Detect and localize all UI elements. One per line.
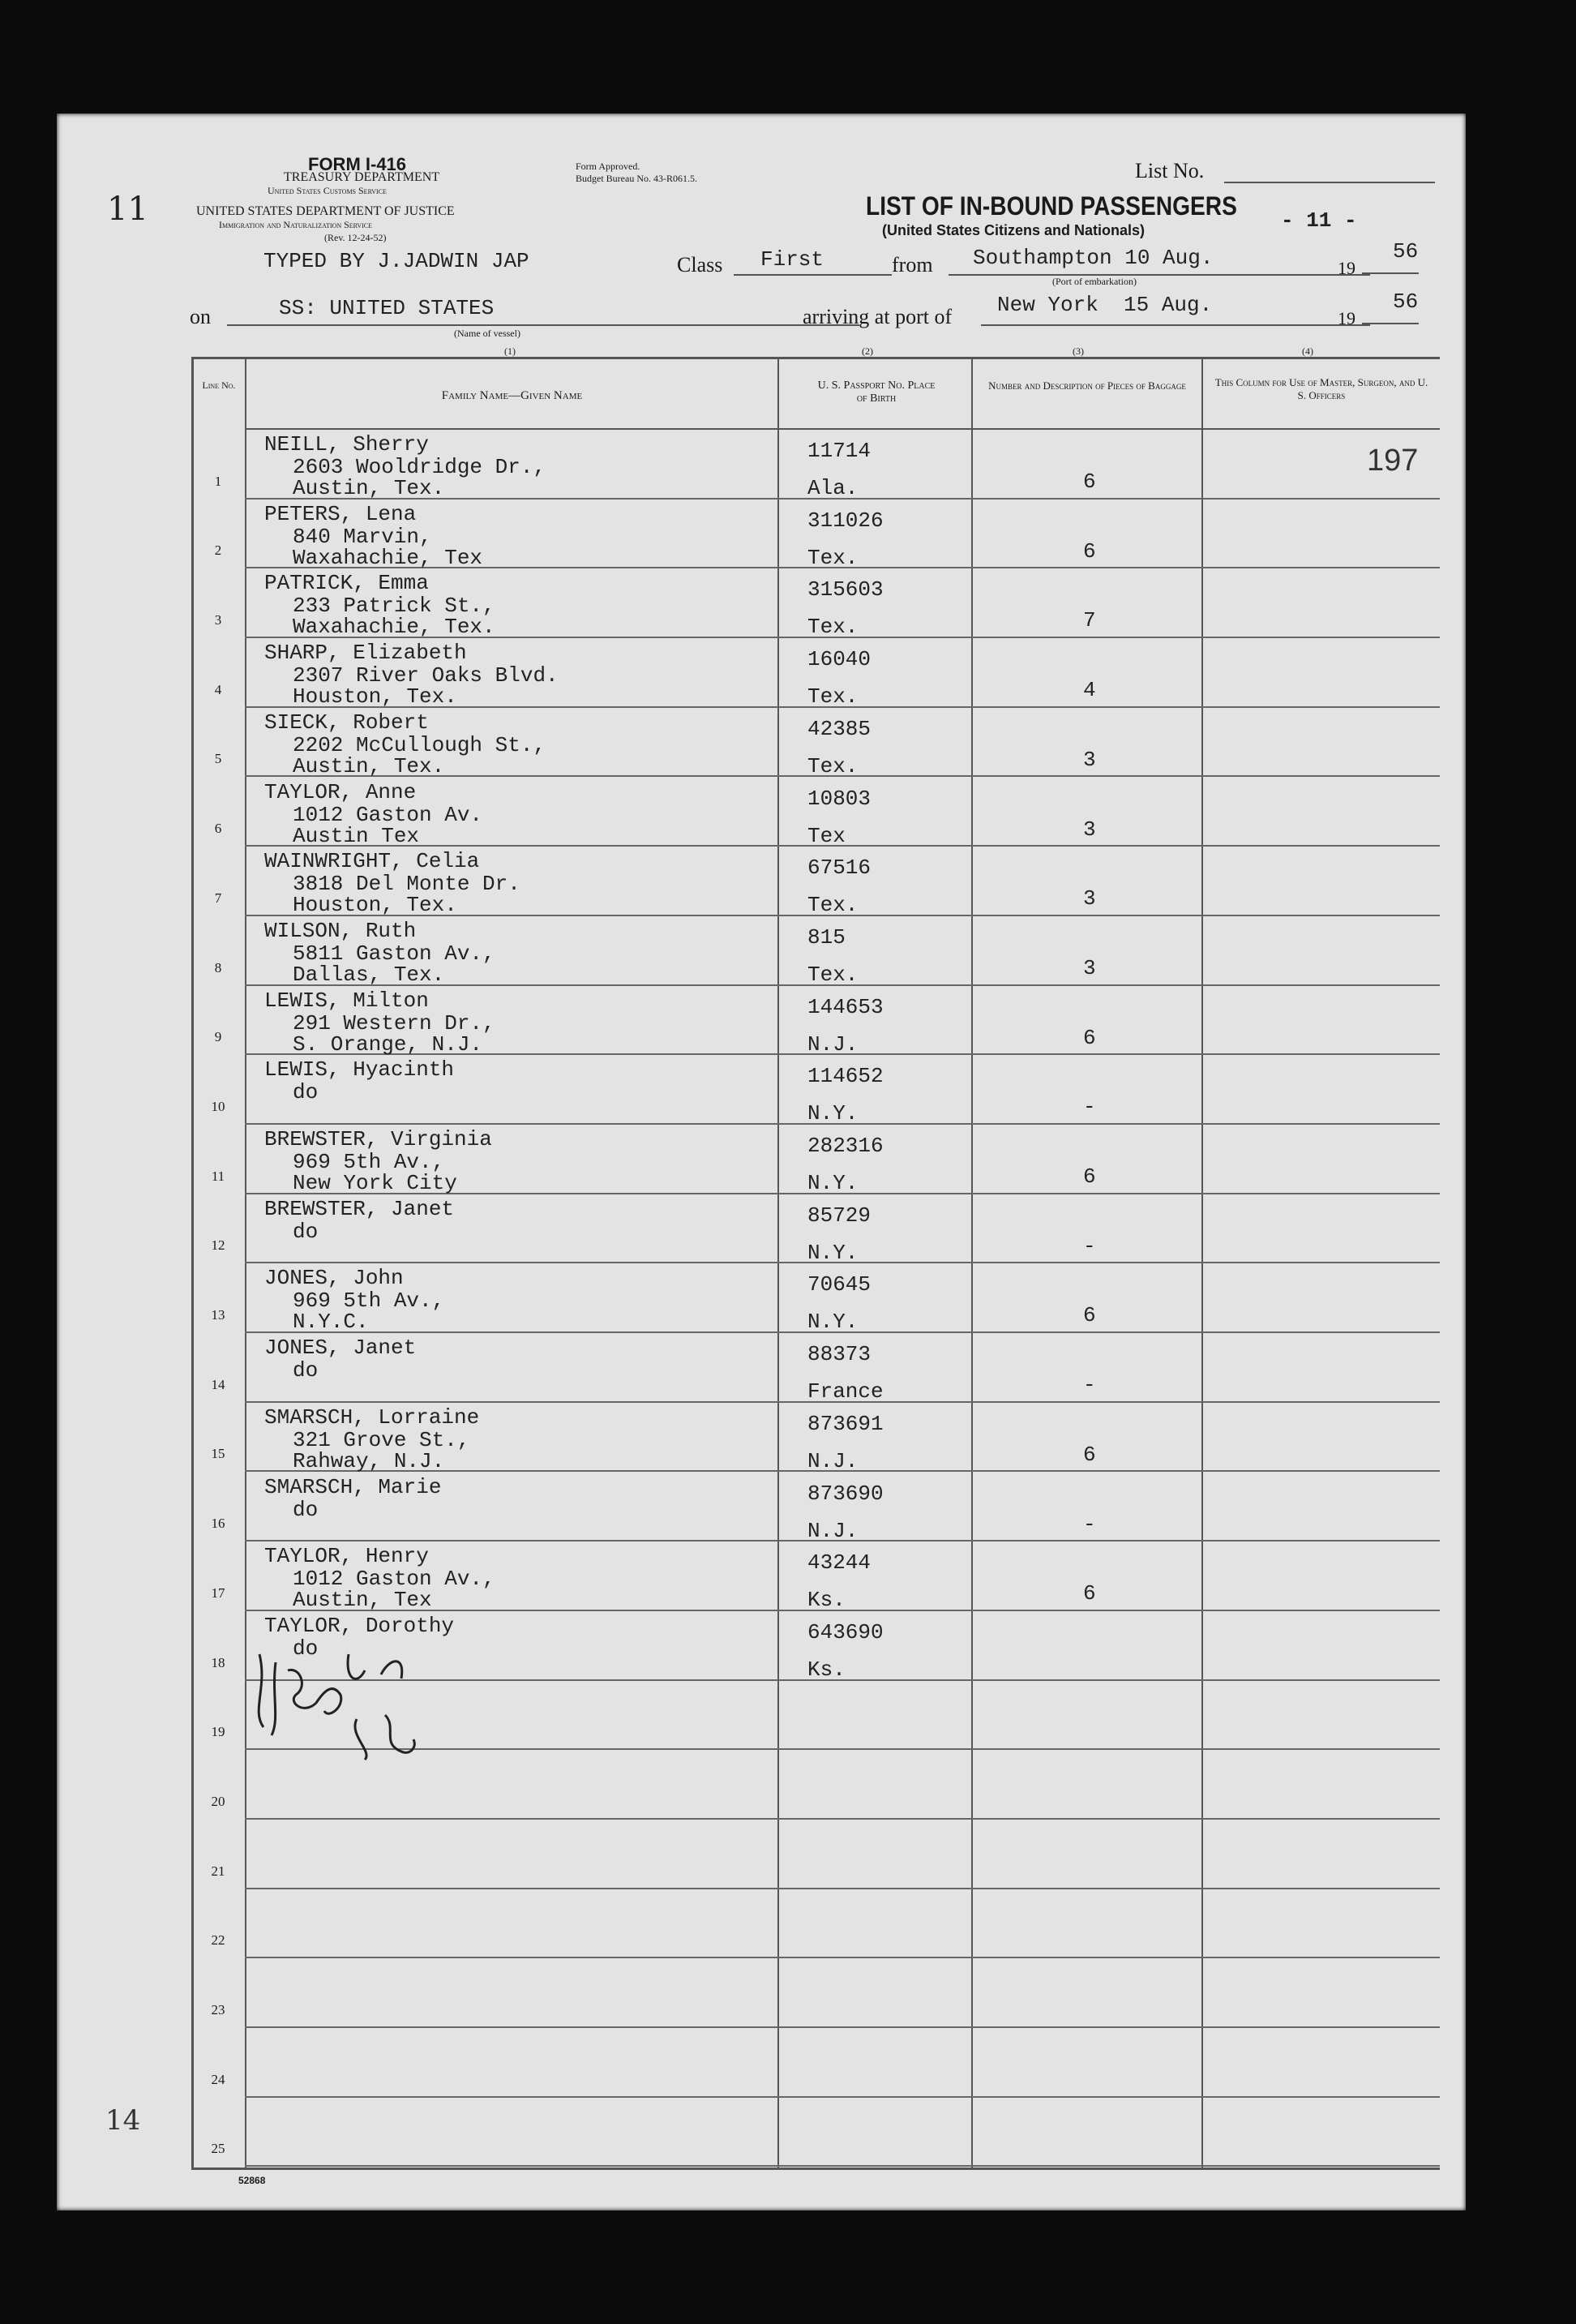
dept-justice: UNITED STATES DEPARTMENT OF JUSTICE [196, 204, 455, 218]
col-header-passport: U. S. Passport No. Place of Birth [817, 379, 936, 405]
col-num-4: (4) [1302, 345, 1313, 357]
place-of-birth: N.J. [807, 1448, 859, 1473]
place-of-birth: N.J. [807, 1031, 859, 1057]
vessel-label: (Name of vessel) [454, 328, 520, 339]
passenger-address-1: 321 Grove St., [293, 1427, 470, 1452]
footer-code: 52868 [238, 2175, 266, 2186]
passenger-address-1: do [293, 1636, 319, 1661]
passenger-address-2: Houston, Tex. [293, 684, 457, 710]
passenger-name: BREWSTER, Janet [264, 1196, 455, 1221]
table-row [191, 916, 1440, 986]
page-number: - 11 - [1281, 208, 1357, 233]
passenger-name: NEILL, Sherry [264, 432, 429, 457]
passenger-address-1: do [293, 1497, 319, 1522]
table-row [191, 1820, 1440, 1889]
place-of-birth: Tex. [807, 684, 859, 710]
line-number: 22 [211, 1932, 225, 1949]
line-number: 2 [214, 542, 222, 559]
line-number: 4 [214, 681, 222, 697]
line-number: 10 [211, 1098, 225, 1114]
place-of-birth: Ks. [807, 1657, 846, 1682]
passenger-address-1: do [293, 1358, 319, 1383]
arriving-value: New York 15 Aug. [997, 293, 1213, 317]
col-num-2: (2) [862, 345, 873, 357]
passenger-address-1: do [293, 1080, 319, 1105]
baggage-count: 3 [1083, 817, 1096, 842]
baggage-count: 6 [1083, 1442, 1096, 1467]
place-of-birth: N.Y. [807, 1171, 859, 1195]
form-approved: Form Approved. [576, 161, 640, 172]
passenger-address-2: Waxahachie, Tex. [293, 615, 495, 640]
document-page [57, 114, 1466, 2210]
line-number: 15 [211, 1446, 225, 1462]
passport-number: 10803 [807, 786, 872, 811]
passenger-address-1: 2202 McCullough St., [293, 732, 546, 757]
table-row [191, 986, 1440, 1056]
table-row [191, 2028, 1440, 2098]
line-number: 8 [214, 959, 222, 975]
place-of-birth: Tex. [807, 615, 859, 640]
passenger-address-1: 2603 Wooldridge Dr., [293, 455, 546, 479]
passenger-name: SMARSCH, Marie [264, 1474, 442, 1499]
passenger-name: JONES, John [264, 1266, 404, 1291]
baggage-count: - [1083, 1233, 1096, 1258]
passport-number: 643690 [807, 1619, 884, 1644]
dept-treasury-sub: United States Customs Service [268, 185, 387, 196]
table-bottom-border [191, 2167, 1440, 2170]
officer-note: 197 [1367, 444, 1419, 478]
passenger-name: PETERS, Lena [264, 501, 417, 526]
table-row [191, 1125, 1440, 1194]
budget-bureau: Budget Bureau No. 43-R061.5. [576, 173, 697, 184]
table-row [191, 1194, 1440, 1264]
passenger-name: LEWIS, Hyacinth [264, 1057, 455, 1083]
table-row [191, 847, 1440, 916]
passenger-table [191, 357, 1440, 2170]
place-of-birth: Tex. [807, 893, 859, 918]
passport-number: 11714 [807, 439, 872, 463]
baggage-count: 3 [1083, 747, 1096, 772]
passenger-address-1: 233 Patrick St., [293, 594, 495, 619]
row-divider [245, 2165, 1440, 2167]
line-number: 5 [214, 751, 222, 767]
col-num-1: (1) [504, 345, 516, 357]
port-embark-label: (Port of embarkation) [1052, 276, 1137, 287]
from-line [949, 274, 1370, 276]
passenger-name: TAYLOR, Henry [264, 1544, 429, 1569]
passenger-address-1: 5811 Gaston Av., [293, 941, 495, 966]
dept-justice-sub: Immigration and Naturalization Service [219, 219, 373, 230]
line-number: 14 [211, 1376, 225, 1392]
passenger-address-1: do [293, 1219, 319, 1244]
line-number: 18 [211, 1654, 225, 1670]
line-number: 16 [211, 1516, 225, 1532]
list-no-line [1224, 182, 1435, 183]
class-label: Class [677, 253, 723, 277]
baggage-count: - [1083, 1373, 1096, 1398]
passenger-name: SMARSCH, Lorraine [264, 1404, 480, 1430]
passenger-name: PATRICK, Emma [264, 571, 429, 596]
place-of-birth: Ala. [807, 476, 859, 500]
passenger-address-2: S. Orange, N.J. [293, 1031, 483, 1057]
class-value: First [760, 247, 824, 272]
dept-treasury: TREASURY DEPARTMENT [284, 170, 440, 184]
line-number: 13 [211, 1307, 225, 1323]
passenger-address-2: Austin, Tex. [293, 476, 445, 500]
passenger-address-1: 840 Marvin, [293, 524, 432, 549]
passenger-address-2: Rahway, N.J. [293, 1448, 445, 1473]
passenger-name: JONES, Janet [264, 1336, 417, 1361]
table-row [191, 1473, 1440, 1542]
passport-number: 815 [807, 924, 846, 950]
baggage-count: - [1083, 1095, 1096, 1120]
passenger-address-1: 969 5th Av., [293, 1150, 445, 1174]
passenger-address-2: Houston, Tex. [293, 893, 457, 918]
baggage-count: 6 [1083, 1164, 1096, 1189]
table-row [191, 1958, 1440, 2028]
passenger-address-1: 291 Western Dr., [293, 1010, 495, 1036]
table-row [191, 568, 1440, 638]
passenger-address-2: Austin, Tex [293, 1588, 432, 1613]
baggage-count: 6 [1083, 1581, 1096, 1606]
arriving-line [981, 324, 1370, 326]
passport-number: 114652 [807, 1064, 884, 1089]
passport-number: 42385 [807, 716, 872, 741]
passport-number: 88373 [807, 1342, 872, 1367]
passenger-address-1: 969 5th Av., [293, 1288, 445, 1314]
passenger-name: SHARP, Elizabeth [264, 641, 467, 666]
table-row [191, 1055, 1440, 1125]
passenger-name: TAYLOR, Anne [264, 779, 417, 804]
passenger-address-2: Waxahachie, Tex [293, 545, 483, 570]
form-revision: (Rev. 12-24-52) [324, 232, 387, 243]
col-num-3: (3) [1073, 345, 1084, 357]
vessel-name: SS: UNITED STATES [279, 296, 495, 320]
line-number: 12 [211, 1237, 225, 1254]
passenger-name: SIECK, Robert [264, 710, 429, 735]
form-number: FORM I-416 [308, 154, 407, 174]
baggage-count: 4 [1083, 678, 1096, 703]
line-number: 19 [211, 1724, 225, 1740]
on-label: on [190, 305, 211, 328]
place-of-birth: Tex [807, 823, 846, 848]
line-number: 17 [211, 1584, 225, 1601]
baggage-count: 6 [1083, 538, 1096, 564]
passenger-address-2: Austin Tex [293, 823, 420, 848]
from-value: Southampton 10 Aug. [973, 246, 1214, 270]
place-of-birth: N.Y. [807, 1240, 859, 1265]
list-no-label: List No. [1135, 159, 1205, 182]
table-row [191, 708, 1440, 778]
place-of-birth: Tex. [807, 962, 859, 987]
year-2: 56 [1393, 289, 1419, 314]
line-number: 9 [214, 1029, 222, 1045]
line-number: 20 [211, 1793, 225, 1809]
margin-mark-bottom: 14 [105, 2104, 141, 2137]
line-number: 23 [211, 2002, 225, 2018]
passenger-address-1: 3818 Del Monte Dr. [293, 872, 520, 897]
typed-by: TYPED BY J.JADWIN JAP [263, 249, 529, 273]
passport-number: 315603 [807, 577, 884, 602]
line-number: 25 [211, 2141, 225, 2157]
passport-number: 311026 [807, 508, 884, 533]
passenger-name: WILSON, Ruth [264, 918, 417, 943]
table-row [191, 500, 1440, 569]
table-row [191, 1333, 1440, 1403]
year-line-1 [1362, 272, 1419, 274]
list-subtitle: (United States Citizens and Nationals) [882, 222, 1146, 238]
passenger-name: TAYLOR, Dorothy [264, 1613, 455, 1638]
baggage-count: 6 [1083, 1025, 1096, 1050]
passport-number: 16040 [807, 647, 872, 672]
table-row [191, 2098, 1440, 2167]
line-number: 6 [214, 821, 222, 837]
year-1: 56 [1393, 239, 1419, 264]
passenger-address-2: Austin, Tex. [293, 753, 445, 778]
passport-number: 67516 [807, 855, 872, 881]
place-of-birth: N.J. [807, 1518, 859, 1543]
col-header-officers: This Column for Use of Master, Surgeon, and U. S. Officers [1214, 376, 1428, 401]
passenger-address-1: 1012 Gaston Av. [293, 802, 483, 827]
passport-number: 873690 [807, 1481, 884, 1506]
arriving-label: arriving at port of [803, 305, 953, 328]
line-number: 3 [214, 612, 222, 628]
baggage-count: 6 [1083, 470, 1096, 494]
passenger-name: LEWIS, Milton [264, 988, 429, 1013]
line-number: 24 [211, 2071, 225, 2087]
table-row [191, 1263, 1440, 1333]
year-prefix-1: 19 [1338, 258, 1355, 278]
line-number: 11 [211, 1168, 225, 1184]
line-number: 7 [214, 890, 222, 906]
passenger-address-2: N.Y.C. [293, 1310, 369, 1335]
col-header-baggage: Number and Description of Pieces of Baggage [988, 379, 1186, 392]
place-of-birth: Tex. [807, 545, 859, 570]
table-row [191, 1403, 1440, 1473]
passport-number: 873691 [807, 1411, 884, 1436]
passport-number: 70645 [807, 1272, 872, 1297]
place-of-birth: N.Y. [807, 1101, 859, 1126]
passport-number: 85729 [807, 1203, 872, 1228]
class-line [734, 274, 892, 276]
passenger-address-2: New York City [293, 1171, 457, 1195]
table-row [191, 638, 1440, 708]
year-line-2 [1362, 323, 1419, 324]
passport-number: 43244 [807, 1550, 872, 1576]
line-number: 21 [211, 1863, 225, 1879]
col-header-line-no: Line No. [202, 379, 236, 391]
line-number: 1 [214, 473, 222, 489]
baggage-count: 7 [1083, 608, 1096, 633]
table-row [191, 1541, 1440, 1611]
table-row [191, 1889, 1440, 1959]
baggage-count: - [1083, 1511, 1096, 1537]
baggage-count: 6 [1083, 1303, 1096, 1328]
handwritten-signature [243, 1638, 454, 1768]
place-of-birth: N.Y. [807, 1310, 859, 1335]
list-title: LIST OF IN-BOUND PASSENGERS [866, 191, 1237, 221]
vessel-line [227, 324, 859, 326]
baggage-count: 3 [1083, 886, 1096, 911]
year-prefix-2: 19 [1338, 308, 1355, 328]
baggage-count: 3 [1083, 955, 1096, 980]
passenger-address-2: Dallas, Tex. [293, 962, 445, 987]
table-row [191, 430, 1440, 500]
passenger-name: WAINWRIGHT, Celia [264, 849, 480, 874]
from-label: from [892, 253, 933, 277]
place-of-birth: Tex. [807, 753, 859, 778]
col-header-name: Family Name—Given Name [441, 389, 583, 402]
place-of-birth: Ks. [807, 1588, 846, 1613]
passenger-name: BREWSTER, Virginia [264, 1127, 492, 1151]
place-of-birth: France [807, 1379, 884, 1404]
table-top-border [191, 357, 1440, 359]
passport-number: 282316 [807, 1134, 884, 1158]
passenger-address-1: 2307 River Oaks Blvd. [293, 663, 559, 688]
passport-number: 144653 [807, 994, 884, 1019]
passenger-address-1: 1012 Gaston Av., [293, 1567, 495, 1592]
margin-mark-top: 11 [107, 191, 148, 228]
table-row [191, 778, 1440, 847]
